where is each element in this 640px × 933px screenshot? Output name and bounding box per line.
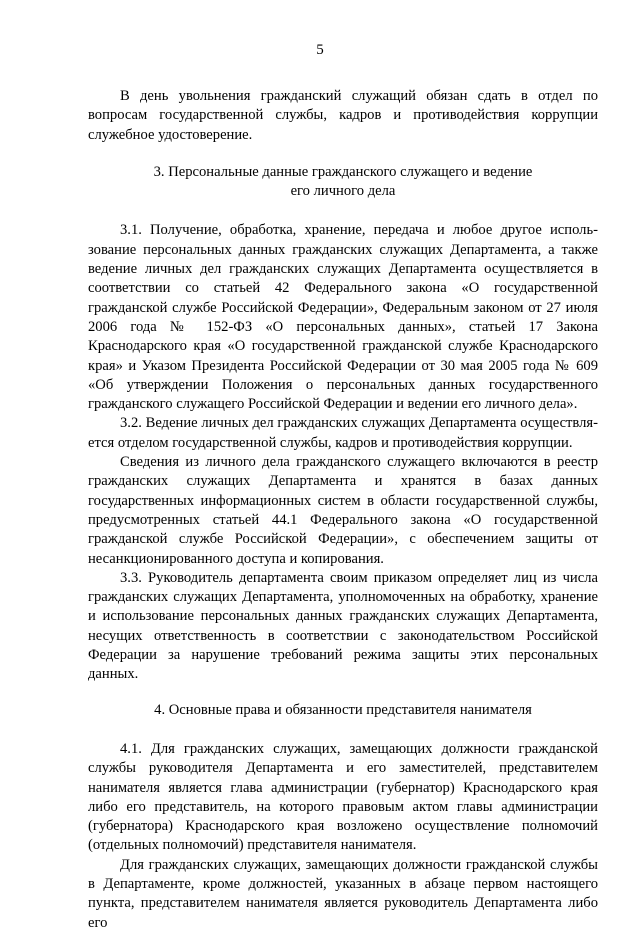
section-3-heading — [88, 163, 598, 202]
paragraph-3-2: 3.2. Ведение личных дел гражданских служащих Департамента осуществляется отделом государственной службы, кадров и противодействия коррупции. — [88, 415, 598, 451]
paragraph-4-1-second: Для гражданских служащих, замещающих должности гражданской службы в Департаменте, кроме должностей, указанных в абзаце первом настоящего пункта, представителем нанимателя является руководитель Департамента либо его — [88, 856, 598, 931]
document-body — [88, 87, 598, 933]
page-number: 5 — [316, 42, 324, 58]
section-3-heading-line-1: 3. Персональные данные гражданского служащего и ведение — [153, 163, 533, 180]
paragraph-3-1: 3.1. Получение, обработка, хранение, передача и любое другое использование персональных данных гражданских служащих Департамента, а также ведение личных дел гражданских служащих Департамента осуществляется в соответствии со статьей 42 Федерального закона «О государственной гражданской службе Российской Федерации», Федеральным законом от 27 июля 2006 года № 152-ФЗ «О персональных данных», статьей 17 Закона Краснодарского края «О государственной гражданской службе Краснодарского края» и Указом Президента Российской Федерации от 30 мая 2005 года № 609 «Об утверждении Положения о персональных данных государственного гражданского служащего Российской Федерации и ведении его личного дела». — [88, 222, 598, 413]
paragraph-3-2-registry: Сведения из личного дела гражданского служащего включаются в реестр гражданских служащих Департамента и хранятся в базах данных государственных информационных систем в области государственной службы, предусмотренных статьей 44.1 Федерального закона «О государственной гражданской службе Российской Федерации», с обеспечением защиты от несанкционированного доступа и копирования. — [88, 454, 598, 567]
paragraph-intro: В день увольнения гражданский служащий обязан сдать в отдел по вопросам государственной службы, кадров и противодействия коррупции служебное удостоверение. — [88, 88, 598, 143]
section-3-heading-line-2: его личного дела — [290, 183, 396, 200]
paragraph-3-3: 3.3. Руководитель департамента своим приказом определяет лиц из числа гражданских служащих Департамента, уполномоченных на обработку, хранение и использование персональных данных гражданских служащих Департамента, несущих ответственность в соответствии с законодательством Российской Федерации за нарушение требований режима защиты этих персональных данных. — [88, 569, 598, 683]
section-4-heading: 4. Основные права и обязанности представителя нанимателя — [154, 701, 532, 718]
paragraph-4-1: 4.1. Для гражданских служащих, замещающих должности гражданской службы руководителя Департамента и его заместителей, представителем нанимателя является глава администрации (губернатор) Краснодарского края либо его представитель, на которого правовым актом главы администрации (губернатора) Краснодарского края возложено осуществление полномочий (отдельных полномочий) представителя нанимателя. — [88, 740, 598, 854]
